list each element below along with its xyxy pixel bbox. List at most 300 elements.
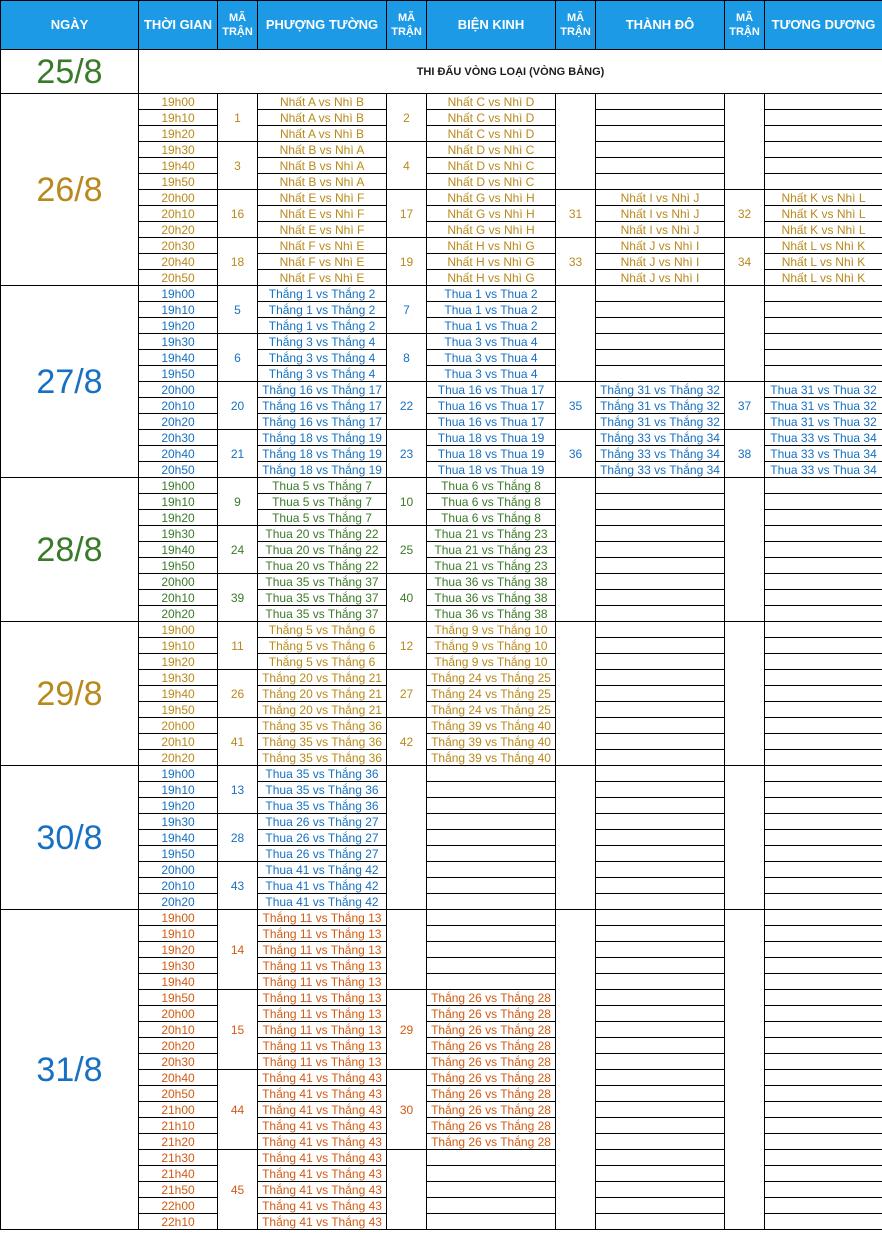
time-cell: 19h50 xyxy=(139,702,218,718)
header-venue-thanh-do: THÀNH ĐÔ xyxy=(596,1,725,50)
match-cell xyxy=(596,574,725,590)
match-cell: Thắng 41 vs Thắng 43 xyxy=(258,1214,387,1230)
match-cell: Thua 35 vs Thắng 37 xyxy=(258,590,387,606)
match-code-cell xyxy=(556,766,596,910)
match-cell: Thắng 20 vs Thắng 21 xyxy=(258,702,387,718)
time-cell: 19h50 xyxy=(139,990,218,1006)
match-cell xyxy=(596,1006,725,1022)
match-cell xyxy=(596,910,725,926)
match-cell xyxy=(765,334,882,350)
match-cell: Thua 26 vs Thắng 27 xyxy=(258,846,387,862)
header-row xyxy=(1,1,882,50)
match-cell xyxy=(427,814,556,830)
match-cell xyxy=(596,174,725,190)
match-cell: Thắng 18 vs Thắng 19 xyxy=(258,446,387,462)
match-code-cell: 20 xyxy=(218,382,258,430)
match-code-cell xyxy=(725,622,765,766)
match-code-cell xyxy=(556,910,596,1230)
match-cell xyxy=(596,830,725,846)
match-cell xyxy=(765,1150,882,1166)
date-cell: 31/8 xyxy=(1,910,139,1230)
match-cell xyxy=(427,878,556,894)
match-code-cell: 31 xyxy=(556,190,596,238)
match-cell xyxy=(765,766,882,782)
match-cell: Thua 3 vs Thua 4 xyxy=(427,366,556,382)
match-cell xyxy=(765,1102,882,1118)
match-code-cell: 44 xyxy=(218,1070,258,1150)
time-cell: 19h00 xyxy=(139,622,218,638)
time-cell: 20h20 xyxy=(139,1038,218,1054)
match-cell xyxy=(596,702,725,718)
match-cell: Thắng 24 vs Thắng 25 xyxy=(427,670,556,686)
match-cell: Thua 41 vs Thắng 42 xyxy=(258,894,387,910)
match-cell xyxy=(596,478,725,494)
intro-text: THI ĐẤU VÒNG LOẠI (VÒNG BẢNG) xyxy=(139,50,882,94)
match-cell: Nhất I vs Nhì J xyxy=(596,190,725,206)
time-cell: 20h10 xyxy=(139,206,218,222)
time-cell: 21h30 xyxy=(139,1150,218,1166)
time-cell: 19h40 xyxy=(139,350,218,366)
time-cell: 19h10 xyxy=(139,110,218,126)
header-venue-tuong-duong: TƯƠNG DƯƠNG xyxy=(765,1,882,50)
match-cell: Nhất G vs Nhì H xyxy=(427,222,556,238)
time-cell: 19h50 xyxy=(139,366,218,382)
match-cell xyxy=(596,638,725,654)
match-cell xyxy=(765,926,882,942)
table-row xyxy=(1,286,882,302)
time-cell: 20h20 xyxy=(139,894,218,910)
time-cell: 20h00 xyxy=(139,574,218,590)
match-cell xyxy=(596,606,725,622)
match-cell xyxy=(765,574,882,590)
time-cell: 20h00 xyxy=(139,1006,218,1022)
match-cell xyxy=(596,590,725,606)
match-cell: Thắng 3 vs Thắng 4 xyxy=(258,334,387,350)
match-cell xyxy=(765,974,882,990)
match-cell xyxy=(427,1182,556,1198)
match-cell xyxy=(596,542,725,558)
match-cell: Thắng 26 vs Thắng 28 xyxy=(427,1054,556,1070)
match-cell xyxy=(596,878,725,894)
time-cell: 20h40 xyxy=(139,446,218,462)
time-cell: 19h30 xyxy=(139,670,218,686)
match-cell: Thắng 41 vs Thắng 43 xyxy=(258,1166,387,1182)
match-cell xyxy=(596,1038,725,1054)
match-cell: Nhất F vs Nhì E xyxy=(258,238,387,254)
match-cell: Thắng 33 vs Thắng 34 xyxy=(596,430,725,446)
match-cell: Thắng 26 vs Thắng 28 xyxy=(427,1006,556,1022)
match-code-cell: 13 xyxy=(218,766,258,814)
match-cell xyxy=(765,958,882,974)
match-cell: Nhất A vs Nhì B xyxy=(258,126,387,142)
match-cell: Nhất C vs Nhì D xyxy=(427,126,556,142)
match-cell xyxy=(427,782,556,798)
match-cell: Thắng 16 vs Thắng 17 xyxy=(258,382,387,398)
match-code-cell xyxy=(387,1150,427,1230)
match-cell: Thắng 11 vs Thắng 13 xyxy=(258,1006,387,1022)
match-cell xyxy=(596,894,725,910)
header-date: NGÀY xyxy=(1,1,139,50)
time-cell: 19h10 xyxy=(139,494,218,510)
match-cell xyxy=(765,1198,882,1214)
match-cell xyxy=(765,990,882,1006)
time-cell: 20h00 xyxy=(139,382,218,398)
time-cell: 19h50 xyxy=(139,174,218,190)
date-cell: 29/8 xyxy=(1,622,139,766)
time-cell: 20h00 xyxy=(139,718,218,734)
match-cell: Thua 1 vs Thua 2 xyxy=(427,302,556,318)
time-cell: 20h00 xyxy=(139,862,218,878)
match-cell xyxy=(765,478,882,494)
match-cell: Nhất I vs Nhì J xyxy=(596,222,725,238)
match-code-cell: 43 xyxy=(218,862,258,910)
match-cell xyxy=(596,110,725,126)
match-cell: Thắng 26 vs Thắng 28 xyxy=(427,1070,556,1086)
time-cell: 19h20 xyxy=(139,318,218,334)
match-cell xyxy=(596,862,725,878)
match-cell: Thắng 31 vs Thắng 32 xyxy=(596,414,725,430)
match-code-cell: 41 xyxy=(218,718,258,766)
match-cell xyxy=(765,750,882,766)
time-cell: 19h10 xyxy=(139,302,218,318)
match-cell: Thắng 16 vs Thắng 17 xyxy=(258,414,387,430)
match-code-cell: 14 xyxy=(218,910,258,990)
match-cell: Thắng 39 vs Thắng 40 xyxy=(427,734,556,750)
time-cell: 19h20 xyxy=(139,126,218,142)
match-cell xyxy=(765,702,882,718)
match-cell: Thua 36 vs Thắng 38 xyxy=(427,606,556,622)
match-cell xyxy=(765,286,882,302)
header-venue-phuong-tuong: PHƯỢNG TƯỜNG xyxy=(258,1,387,50)
match-cell: Thắng 26 vs Thắng 28 xyxy=(427,1038,556,1054)
match-cell: Thắng 18 vs Thắng 19 xyxy=(258,430,387,446)
match-cell xyxy=(596,334,725,350)
match-cell xyxy=(427,766,556,782)
match-cell xyxy=(596,846,725,862)
match-cell: Thắng 3 vs Thắng 4 xyxy=(258,350,387,366)
match-cell: Thắng 11 vs Thắng 13 xyxy=(258,1022,387,1038)
match-cell: Thua 35 vs Thắng 37 xyxy=(258,606,387,622)
match-code-cell xyxy=(725,766,765,910)
match-cell xyxy=(765,654,882,670)
match-cell: Thắng 35 vs Thắng 36 xyxy=(258,734,387,750)
match-code-cell xyxy=(725,910,765,1230)
match-cell xyxy=(596,366,725,382)
match-cell xyxy=(765,830,882,846)
match-cell xyxy=(765,622,882,638)
time-cell: 19h20 xyxy=(139,942,218,958)
match-cell: Thắng 18 vs Thắng 19 xyxy=(258,462,387,478)
match-cell xyxy=(765,494,882,510)
time-cell: 20h30 xyxy=(139,238,218,254)
match-cell xyxy=(596,1022,725,1038)
match-cell: Thắng 26 vs Thắng 28 xyxy=(427,1118,556,1134)
time-cell: 19h30 xyxy=(139,334,218,350)
time-cell: 19h10 xyxy=(139,638,218,654)
time-cell: 19h40 xyxy=(139,974,218,990)
time-cell: 20h10 xyxy=(139,1022,218,1038)
match-cell xyxy=(765,302,882,318)
time-cell: 19h10 xyxy=(139,926,218,942)
match-cell: Thắng 26 vs Thắng 28 xyxy=(427,1134,556,1150)
match-code-cell: 37 xyxy=(725,382,765,430)
match-code-cell: 8 xyxy=(387,334,427,382)
match-cell: Thắng 20 vs Thắng 21 xyxy=(258,670,387,686)
match-cell: Thắng 39 vs Thắng 40 xyxy=(427,750,556,766)
match-cell: Thắng 33 vs Thắng 34 xyxy=(596,462,725,478)
match-cell xyxy=(596,926,725,942)
match-cell xyxy=(596,350,725,366)
time-cell: 19h30 xyxy=(139,814,218,830)
header-code-4: MÃ TRẬN xyxy=(725,1,765,50)
match-cell: Thắng 5 vs Thắng 6 xyxy=(258,622,387,638)
match-cell xyxy=(765,1086,882,1102)
time-cell: 19h30 xyxy=(139,142,218,158)
match-cell xyxy=(596,1166,725,1182)
time-cell: 19h50 xyxy=(139,558,218,574)
time-cell: 21h20 xyxy=(139,1134,218,1150)
match-cell xyxy=(765,590,882,606)
date-cell: 25/8 xyxy=(1,50,139,94)
match-cell xyxy=(596,782,725,798)
match-code-cell: 11 xyxy=(218,622,258,670)
match-cell: Thua 33 vs Thua 34 xyxy=(765,462,882,478)
match-cell: Nhất F vs Nhì E xyxy=(258,270,387,286)
match-cell: Thắng 26 vs Thắng 28 xyxy=(427,1022,556,1038)
match-cell: Nhất G vs Nhì H xyxy=(427,206,556,222)
match-code-cell xyxy=(556,94,596,190)
match-code-cell: 27 xyxy=(387,670,427,718)
match-cell xyxy=(596,1102,725,1118)
match-cell: Thua 33 vs Thua 34 xyxy=(765,446,882,462)
match-cell xyxy=(765,1070,882,1086)
match-code-cell: 32 xyxy=(725,190,765,238)
match-cell: Nhất C vs Nhì D xyxy=(427,110,556,126)
match-cell: Thắng 26 vs Thắng 28 xyxy=(427,990,556,1006)
match-cell: Thua 6 vs Thắng 8 xyxy=(427,510,556,526)
table-row xyxy=(1,94,882,110)
time-cell: 22h00 xyxy=(139,1198,218,1214)
time-cell: 20h10 xyxy=(139,734,218,750)
match-cell: Thắng 41 vs Thắng 43 xyxy=(258,1198,387,1214)
match-cell: Thắng 33 vs Thắng 34 xyxy=(596,446,725,462)
match-cell: Thắng 9 vs Thắng 10 xyxy=(427,638,556,654)
match-cell xyxy=(765,670,882,686)
match-code-cell: 24 xyxy=(218,526,258,574)
match-code-cell: 35 xyxy=(556,382,596,430)
match-cell: Thắng 41 vs Thắng 43 xyxy=(258,1134,387,1150)
match-cell xyxy=(765,894,882,910)
match-cell: Nhất B vs Nhì A xyxy=(258,142,387,158)
table-row xyxy=(1,622,882,638)
match-cell xyxy=(765,814,882,830)
match-code-cell: 7 xyxy=(387,286,427,334)
match-cell: Thua 21 vs Thắng 23 xyxy=(427,542,556,558)
match-cell: Thắng 20 vs Thắng 21 xyxy=(258,686,387,702)
match-cell: Thua 16 vs Thua 17 xyxy=(427,382,556,398)
match-cell: Thua 20 vs Thắng 22 xyxy=(258,542,387,558)
match-code-cell: 40 xyxy=(387,574,427,622)
match-cell: Nhất H vs Nhì G xyxy=(427,270,556,286)
time-cell: 19h30 xyxy=(139,958,218,974)
match-cell: Nhất L vs Nhì K xyxy=(765,254,882,270)
match-cell: Thắng 9 vs Thắng 10 xyxy=(427,622,556,638)
time-cell: 20h20 xyxy=(139,222,218,238)
match-code-cell: 22 xyxy=(387,382,427,430)
match-code-cell: 15 xyxy=(218,990,258,1070)
match-cell: Thua 18 vs Thua 19 xyxy=(427,462,556,478)
match-cell xyxy=(765,174,882,190)
match-cell: Thắng 1 vs Thắng 2 xyxy=(258,286,387,302)
match-cell: Thắng 41 vs Thắng 43 xyxy=(258,1086,387,1102)
match-cell: Thua 20 vs Thắng 22 xyxy=(258,526,387,542)
match-cell xyxy=(596,990,725,1006)
match-cell xyxy=(596,1070,725,1086)
intro-row xyxy=(1,50,882,94)
match-cell xyxy=(596,526,725,542)
match-cell xyxy=(765,1006,882,1022)
match-cell: Nhất A vs Nhì B xyxy=(258,110,387,126)
match-cell xyxy=(765,366,882,382)
match-cell xyxy=(427,1166,556,1182)
time-cell: 19h00 xyxy=(139,478,218,494)
match-cell: Thắng 9 vs Thắng 10 xyxy=(427,654,556,670)
match-cell: Thắng 1 vs Thắng 2 xyxy=(258,302,387,318)
match-cell xyxy=(765,1022,882,1038)
match-cell: Nhất J vs Nhì I xyxy=(596,254,725,270)
match-cell xyxy=(765,158,882,174)
match-cell xyxy=(427,926,556,942)
match-cell xyxy=(765,942,882,958)
match-code-cell: 23 xyxy=(387,430,427,478)
match-cell xyxy=(765,94,882,110)
match-cell: Thua 36 vs Thắng 38 xyxy=(427,590,556,606)
match-cell: Thắng 5 vs Thắng 6 xyxy=(258,654,387,670)
match-cell: Thắng 35 vs Thắng 36 xyxy=(258,718,387,734)
match-cell: Nhất H vs Nhì G xyxy=(427,254,556,270)
match-cell: Nhất G vs Nhì H xyxy=(427,190,556,206)
match-cell: Thắng 11 vs Thắng 13 xyxy=(258,974,387,990)
match-cell xyxy=(427,910,556,926)
match-cell xyxy=(765,1118,882,1134)
date-cell: 27/8 xyxy=(1,286,139,478)
match-cell xyxy=(427,1214,556,1230)
match-cell xyxy=(765,782,882,798)
time-cell: 19h00 xyxy=(139,910,218,926)
match-cell xyxy=(427,846,556,862)
match-cell xyxy=(765,558,882,574)
match-cell xyxy=(596,942,725,958)
match-cell xyxy=(765,510,882,526)
match-cell xyxy=(765,686,882,702)
match-cell: Nhất J vs Nhì I xyxy=(596,270,725,286)
match-cell: Nhất A vs Nhì B xyxy=(258,94,387,110)
match-code-cell: 9 xyxy=(218,478,258,526)
match-cell xyxy=(427,1150,556,1166)
header-time: THỜI GIAN xyxy=(139,1,218,50)
time-cell: 19h20 xyxy=(139,654,218,670)
match-code-cell: 25 xyxy=(387,526,427,574)
match-cell: Thua 31 vs Thua 32 xyxy=(765,414,882,430)
table-row xyxy=(1,766,882,782)
match-cell: Thua 35 vs Thắng 37 xyxy=(258,574,387,590)
match-cell: Thắng 1 vs Thắng 2 xyxy=(258,318,387,334)
match-code-cell: 4 xyxy=(387,142,427,190)
match-cell xyxy=(765,318,882,334)
match-cell xyxy=(596,302,725,318)
match-cell: Thua 1 vs Thua 2 xyxy=(427,318,556,334)
match-cell: Nhất E vs Nhì F xyxy=(258,190,387,206)
match-code-cell xyxy=(387,910,427,990)
match-cell: Thua 41 vs Thắng 42 xyxy=(258,862,387,878)
match-cell xyxy=(596,94,725,110)
match-cell xyxy=(765,1214,882,1230)
match-cell: Nhất K vs Nhì L xyxy=(765,190,882,206)
match-code-cell: 39 xyxy=(218,574,258,622)
match-cell: Thua 26 vs Thắng 27 xyxy=(258,814,387,830)
header-code-2: MÃ TRẬN xyxy=(387,1,427,50)
match-cell xyxy=(596,158,725,174)
time-cell: 20h40 xyxy=(139,254,218,270)
time-cell: 20h20 xyxy=(139,414,218,430)
header-venue-bien-kinh: BIỆN KINH xyxy=(427,1,556,50)
match-cell: Thắng 41 vs Thắng 43 xyxy=(258,1102,387,1118)
match-cell: Thua 3 vs Thua 4 xyxy=(427,350,556,366)
match-cell xyxy=(765,638,882,654)
match-cell xyxy=(427,942,556,958)
match-cell: Thua 5 vs Thắng 7 xyxy=(258,510,387,526)
time-cell: 22h10 xyxy=(139,1214,218,1230)
match-cell: Thắng 31 vs Thắng 32 xyxy=(596,398,725,414)
match-code-cell: 29 xyxy=(387,990,427,1070)
match-cell: Thua 18 vs Thua 19 xyxy=(427,446,556,462)
match-cell xyxy=(596,1134,725,1150)
time-cell: 20h00 xyxy=(139,190,218,206)
match-cell: Nhất I vs Nhì J xyxy=(596,206,725,222)
time-cell: 20h20 xyxy=(139,750,218,766)
match-cell xyxy=(765,606,882,622)
match-cell: Thua 3 vs Thua 4 xyxy=(427,334,556,350)
match-cell: Thắng 41 vs Thắng 43 xyxy=(258,1070,387,1086)
match-cell xyxy=(765,1166,882,1182)
time-cell: 19h50 xyxy=(139,846,218,862)
match-cell xyxy=(765,734,882,750)
match-cell: Thắng 26 vs Thắng 28 xyxy=(427,1102,556,1118)
match-cell xyxy=(427,1198,556,1214)
time-cell: 19h30 xyxy=(139,526,218,542)
match-cell xyxy=(596,814,725,830)
match-code-cell: 12 xyxy=(387,622,427,670)
match-cell: Thua 1 vs Thua 2 xyxy=(427,286,556,302)
match-cell: Thua 5 vs Thắng 7 xyxy=(258,494,387,510)
match-cell xyxy=(765,1054,882,1070)
time-cell: 20h50 xyxy=(139,270,218,286)
match-cell: Thắng 35 vs Thắng 36 xyxy=(258,750,387,766)
time-cell: 19h40 xyxy=(139,830,218,846)
match-cell: Thua 35 vs Thắng 36 xyxy=(258,766,387,782)
match-code-cell xyxy=(387,766,427,910)
match-cell: Thua 16 vs Thua 17 xyxy=(427,414,556,430)
match-code-cell xyxy=(556,286,596,382)
match-cell xyxy=(427,830,556,846)
match-cell xyxy=(596,974,725,990)
match-cell: Nhất C vs Nhì D xyxy=(427,94,556,110)
time-cell: 19h10 xyxy=(139,782,218,798)
time-cell: 19h40 xyxy=(139,686,218,702)
match-code-cell: 21 xyxy=(218,430,258,478)
match-cell: Nhất D vs Nhì C xyxy=(427,174,556,190)
match-cell xyxy=(596,958,725,974)
